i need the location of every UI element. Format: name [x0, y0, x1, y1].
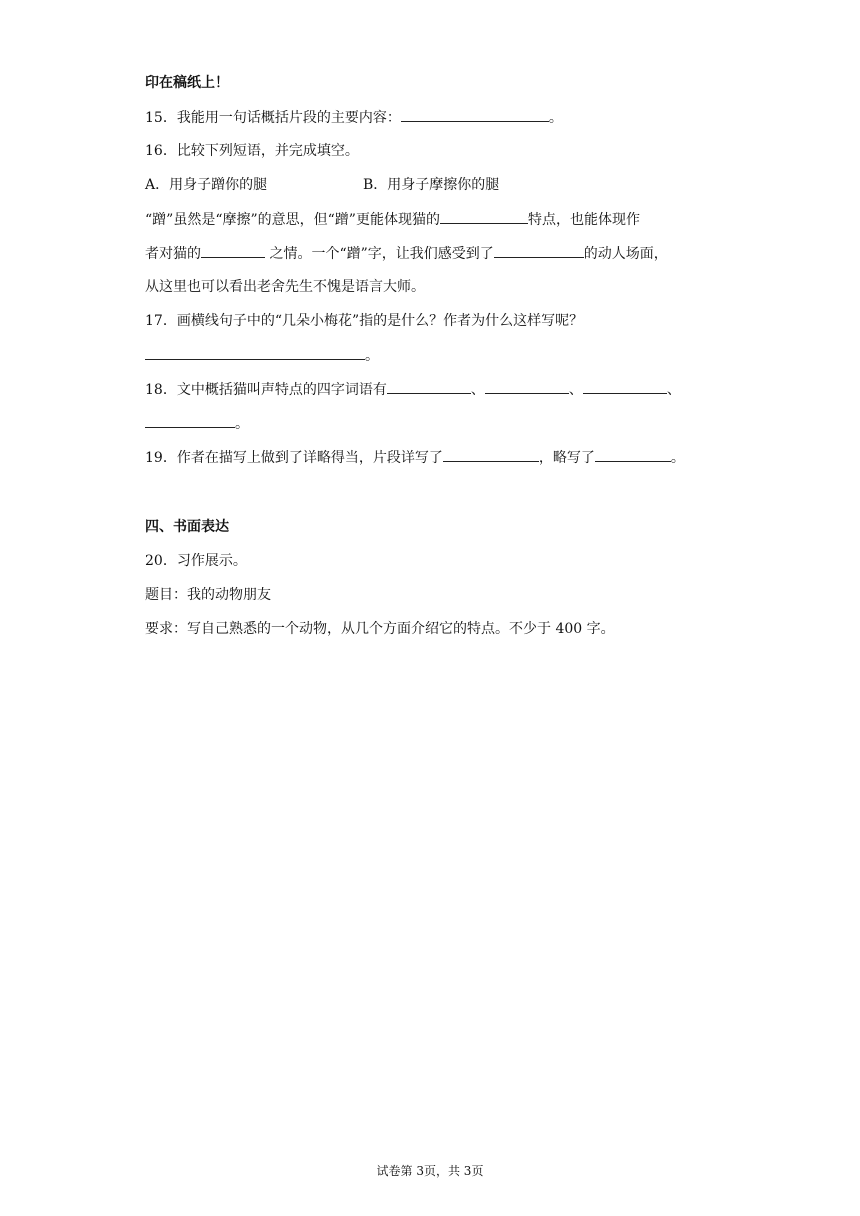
- separator: 、: [666, 382, 681, 398]
- paragraph-text: 者对猫的: [145, 246, 201, 262]
- section-heading: 四、书面表达: [145, 519, 229, 535]
- question-17-answer: [145, 345, 379, 366]
- answer-blank[interactable]: [145, 413, 235, 428]
- option-b: B．用身子摩擦你的腿: [363, 177, 500, 193]
- question-18-end: 。: [235, 416, 249, 432]
- continuation-text: 印在稿纸上！: [145, 75, 229, 91]
- question-16-paragraph-line-2: [145, 243, 668, 264]
- answer-blank[interactable]: [595, 447, 671, 462]
- question-19: [145, 447, 685, 468]
- question-17: 17．画横线句子中的“几朵小梅花”指的是什么？作者为什么这样写呢？: [145, 313, 584, 329]
- answer-blank[interactable]: [443, 447, 539, 462]
- question-16-paragraph-line-3: 从这里也可以看出老舍先生不愧是语言大师。: [145, 279, 425, 295]
- separator: 、: [470, 382, 485, 398]
- question-17-end: 。: [365, 348, 379, 364]
- question-19-text: 19．作者在描写上做到了详略得当，片段详写了: [145, 450, 443, 466]
- question-16-options: [145, 175, 499, 195]
- answer-blank[interactable]: [401, 107, 549, 122]
- paragraph-text: 的动人场面，: [583, 246, 668, 262]
- page-footer: 试卷第 3页，共 3页: [376, 1164, 484, 1178]
- question-16-paragraph-line-1: [145, 209, 640, 230]
- question-15-text: 15．我能用一句话概括片段的主要内容：: [145, 110, 401, 126]
- paragraph-text: 特点，也能体现作: [527, 212, 640, 228]
- question-19-mid: ，略写了: [538, 450, 595, 466]
- separator: 、: [568, 382, 583, 398]
- question-18-answer: [145, 413, 249, 434]
- question-18-text: 18．文中概括猫叫声特点的四字词语有: [145, 382, 387, 398]
- answer-blank[interactable]: [485, 379, 569, 394]
- question-18: [145, 379, 681, 400]
- answer-blank[interactable]: [494, 243, 584, 258]
- question-20: 20．习作展示。: [145, 553, 247, 569]
- answer-blank[interactable]: [387, 379, 471, 394]
- question-19-end: 。: [670, 450, 685, 466]
- answer-blank[interactable]: [145, 345, 365, 360]
- answer-blank[interactable]: [201, 243, 265, 258]
- answer-blank[interactable]: [583, 379, 667, 394]
- question-15: [145, 107, 563, 128]
- question-16: 16．比较下列短语，并完成填空。: [145, 143, 359, 159]
- question-15-end: 。: [548, 110, 563, 126]
- paragraph-text: 之情。一个“蹭”字，让我们感受到了: [265, 246, 494, 262]
- answer-blank[interactable]: [440, 209, 528, 224]
- essay-topic: 题目：我的动物朋友: [145, 587, 271, 603]
- essay-requirement: 要求：写自己熟悉的一个动物，从几个方面介绍它的特点。不少于 400 字。: [145, 621, 615, 637]
- option-a: A．用身子蹭你的腿: [145, 177, 268, 193]
- paragraph-text: “蹭”虽然是“摩擦”的意思，但“蹭”更能体现猫的: [145, 212, 440, 228]
